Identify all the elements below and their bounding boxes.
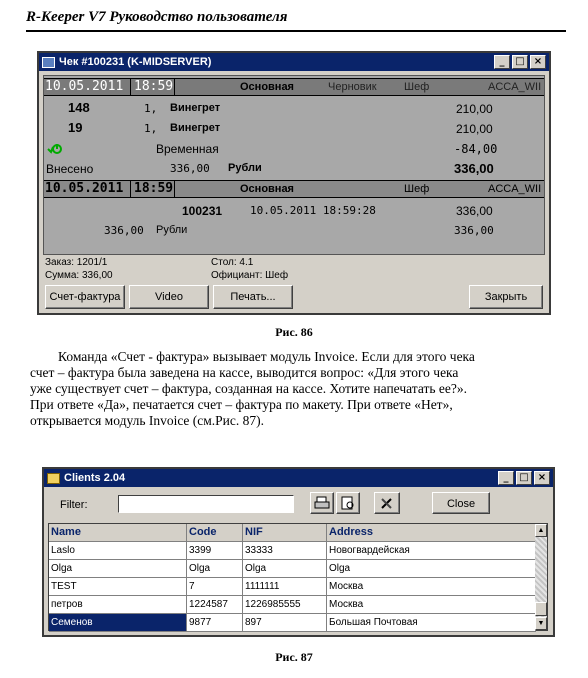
check-item-row[interactable] [44,120,544,138]
paragraph-line: открывается модуль Invoice (см.Рис. 87). [30,413,264,428]
check2-date: 10.05.2011 [45,181,124,196]
minimize-button[interactable]: _ [494,55,510,69]
table-row[interactable] [49,560,536,578]
order-info: Заказ: 1201/1 [45,257,108,268]
check2-cash: ACCA_WII [488,183,542,195]
paid-sum: 336,00 [170,162,210,175]
cell-code: 9877 [187,614,243,632]
item-code: 148 [68,100,90,115]
cell-name: Laslo [49,542,187,560]
cell-address: Большая Почтовая [327,614,536,632]
check-window-titlebar [39,53,549,71]
clients-window-titlebar [44,469,553,487]
item-qty: 1, [144,122,158,135]
cell-nif: 1226985555 [243,596,327,614]
vertical-scrollbar[interactable] [535,524,547,630]
temp-amount: -84,00 [454,142,498,156]
filter-input[interactable] [118,495,294,513]
body-paragraph [30,349,560,429]
clients-window-title: Clients 2.04 [64,472,126,484]
filter-label: Filter: [60,499,88,511]
tools-icon-button[interactable] [374,492,400,514]
payment-sum: 336,00 [104,224,144,237]
clients-app-icon [47,473,60,484]
receipt-amount: 336,00 [456,204,493,218]
cell-name: Olga [49,560,187,578]
document-header [26,8,566,32]
cell-code: Olga [187,560,243,578]
column-header-code[interactable]: Code [187,524,243,542]
maximize-button[interactable]: □ [512,55,528,69]
waiter-info: Официант: Шеф [211,270,289,281]
cell-code: 1224587 [187,596,243,614]
close-window-button[interactable]: × [534,471,550,485]
minimize-button[interactable]: _ [498,471,514,485]
item-amount: 210,00 [456,102,493,116]
app-icon [42,57,55,68]
print-button[interactable]: Печать... [213,285,293,309]
cell-code: 7 [187,578,243,596]
paid-label: Внесено [46,162,94,176]
table-row-selected[interactable] [49,614,536,632]
printer-icon [314,496,330,510]
check-status: Черновик [328,81,377,93]
tools-icon [379,496,395,510]
check-window-title: Чек #100231 (K-MIDSERVER) [59,56,212,68]
close-button[interactable]: Закрыть [469,285,543,309]
paragraph-line: При ответе «Да», печатается счет – фактура по макету. При ответе «Нет», [30,397,453,412]
column-header-name[interactable]: Name [49,524,187,542]
check-paid-row[interactable] [44,160,544,178]
cell-name: петров [49,596,187,614]
invoice-button[interactable]: Счет-фактура [45,285,125,309]
close-window-button[interactable]: × [530,55,546,69]
table-row[interactable] [49,596,536,614]
print-preview-icon [340,496,356,510]
payment-currency: Рубли [156,224,188,236]
scroll-down-button[interactable]: ▼ [535,617,547,630]
item-qty: 1, [144,102,158,115]
check-type: Основная [240,81,294,93]
cell-nif: Olga [243,560,327,578]
item-code: 19 [68,120,83,135]
item-amount: 210,00 [456,122,493,136]
figure-caption-86: Рис. 86 [275,325,313,339]
item-name: Винегрет [170,122,221,134]
check-header-row-2[interactable] [44,180,544,198]
table-info: Стол: 4.1 [211,257,254,268]
column-header-nif[interactable]: NIF [243,524,327,542]
table-row[interactable] [49,542,536,560]
check-item-row[interactable] [44,100,544,118]
cell-code: 3399 [187,542,243,560]
sum-info: Сумма: 336,00 [45,270,113,281]
paid-total: 336,00 [454,161,494,176]
clients-table [48,523,548,631]
table-row[interactable] [49,578,536,596]
cell-nif: 1111111 [243,578,327,596]
print-icon-button[interactable] [310,492,334,514]
cell-address: Москва [327,578,536,596]
paragraph-line: уже существует счет – фактура, созданная на кассе. Хотите напечатать ее?». [30,381,468,396]
check-temp-row[interactable] [44,140,544,158]
cell-name: TEST [49,578,187,596]
clients-close-button[interactable]: Close [432,492,490,514]
video-button[interactable]: Video [129,285,209,309]
scroll-thumb[interactable] [535,602,547,616]
receipt-datetime: 10.05.2011 18:59:28 [250,204,376,217]
cell-address: Olga [327,560,536,578]
document-header-title: R-Keeper V7 Руководство пользователя [26,9,288,25]
check-role: Шеф [404,81,430,93]
paragraph-line: Команда «Счет - фактура» вызывает модуль Invoice. Если для этого чека [58,349,475,364]
check2-role: Шеф [404,183,430,195]
payment-amount: 336,00 [454,224,494,237]
receipt-row[interactable] [44,202,544,220]
cell-nif: 897 [243,614,327,632]
check-window [37,51,551,315]
check2-time: 18:59 [134,181,174,196]
item-name: Винегрет [170,102,221,114]
table-header [49,524,536,542]
preview-icon-button[interactable] [336,492,360,514]
paragraph-line: счет – фактура была заведена на кассе, выводится вопрос: «Для этого чека [30,365,459,380]
cell-nif: 33333 [243,542,327,560]
check-time: 18:59 [134,79,174,94]
check-date: 10.05.2011 [45,79,124,94]
check-content [43,75,545,255]
check-cash: ACCA_WII [488,81,542,93]
cell-address: Москва [327,596,536,614]
check2-type: Основная [240,183,294,195]
receipt-number: 100231 [182,204,223,218]
scroll-up-button[interactable]: ▲ [535,524,547,537]
check-header-row[interactable] [44,78,544,96]
paid-currency: Рубли [228,162,262,174]
figure-caption-87: Рис. 87 [275,650,313,664]
payment-row[interactable] [44,222,544,240]
cell-name: Семенов [49,614,187,632]
temp-label: Временная [156,142,219,156]
clients-window [42,467,555,637]
cell-address: Новогвардейская [327,542,536,560]
maximize-button[interactable]: □ [516,471,532,485]
filter-bar [48,491,548,519]
discount-icon [46,142,62,156]
check-button-bar [43,285,545,311]
column-header-address[interactable]: Address [327,524,536,542]
